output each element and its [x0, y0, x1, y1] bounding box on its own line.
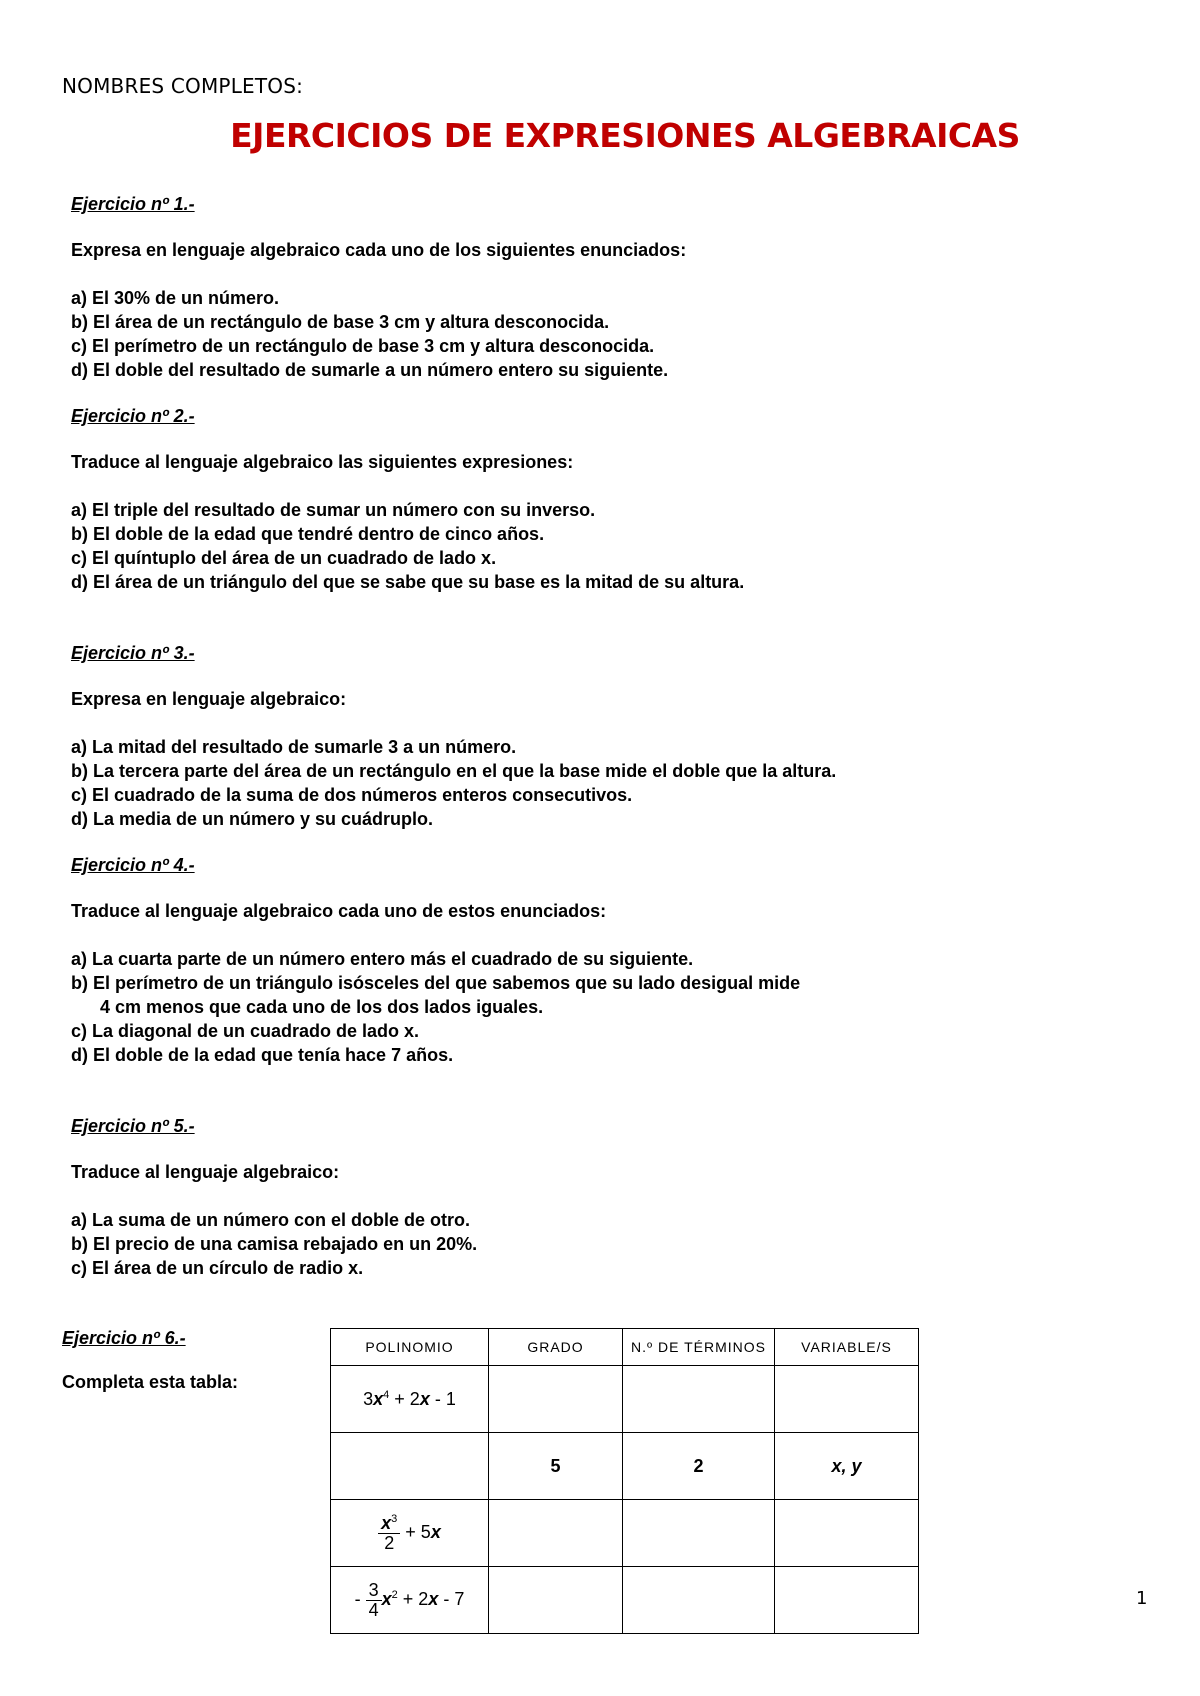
exercise-2-item-b: b) El doble de la edad que tendré dentro de cinco años. [71, 524, 545, 544]
terminos-cell: 2 [623, 1433, 775, 1500]
exercise-3-intro: Expresa en lenguaje algebraico: [71, 689, 347, 709]
header-terminos: N.º DE TÉRMINOS [623, 1329, 775, 1366]
polynomial-table [330, 1328, 919, 1634]
exercise-5-item-c: c) El área de un círculo de radio x. [71, 1258, 364, 1278]
terminos-cell[interactable] [623, 1500, 775, 1567]
variables-cell: x, y [775, 1433, 919, 1500]
exercise-1-heading: Ejercicio nº 1.- [71, 194, 195, 214]
terminos-cell[interactable] [623, 1567, 775, 1634]
page-title: EJERCICIOS DE EXPRESIONES ALGEBRAICAS [230, 116, 1020, 155]
variables-cell[interactable] [775, 1500, 919, 1567]
exercise-1-item-a: a) El 30% de un número. [71, 288, 280, 308]
exercise-5-item-a: a) La suma de un número con el doble de otro. [71, 1210, 471, 1230]
exercise-3-item-b: b) La tercera parte del área de un rectángulo en el que la base mide el doble que la altura. [71, 761, 837, 781]
exercise-2-item-c: c) El quíntuplo del área de un cuadrado de lado x. [71, 548, 497, 568]
exercise-3-item-c: c) El cuadrado de la suma de dos números enteros consecutivos. [71, 785, 633, 805]
variables-cell[interactable] [775, 1567, 919, 1634]
exercise-2-heading: Ejercicio nº 2.- [71, 406, 195, 426]
exercise-4-item-d: d) El doble de la edad que tenía hace 7 años. [71, 1045, 454, 1065]
exercise-1-item-b: b) El área de un rectángulo de base 3 cm y altura desconocida. [71, 312, 610, 332]
exercise-4-item-b-cont: 4 cm menos que cada uno de los dos lados iguales. [100, 997, 544, 1017]
header-grado: GRADO [489, 1329, 623, 1366]
terminos-cell[interactable] [623, 1366, 775, 1433]
grado-cell[interactable] [489, 1366, 623, 1433]
exercise-2-item-a: a) El triple del resultado de sumar un número con su inverso. [71, 500, 596, 520]
exercise-5-item-b: b) El precio de una camisa rebajado en un 20%. [71, 1234, 478, 1254]
exercise-4-item-b: b) El perímetro de un triángulo isósceles del que sabemos que su lado desigual mide [71, 973, 801, 993]
exercise-6-heading: Ejercicio nº 6.- [62, 1328, 186, 1348]
exercise-5-intro: Traduce al lenguaje algebraico: [71, 1162, 340, 1182]
exercise-3-item-a: a) La mitad del resultado de sumarle 3 a un número. [71, 737, 517, 757]
exercise-2-item-d: d) El área de un triángulo del que se sabe que su base es la mitad de su altura. [71, 572, 745, 592]
exercise-4-intro: Traduce al lenguaje algebraico cada uno de estos enunciados: [71, 901, 607, 921]
exercise-3-heading: Ejercicio nº 3.- [71, 643, 195, 663]
fraction: $\frac{3}{4}$ [366, 1581, 382, 1620]
exercise-4-item-c: c) La diagonal de un cuadrado de lado x. [71, 1021, 420, 1041]
variables-cell[interactable] [775, 1366, 919, 1433]
exercise-5-heading: Ejercicio nº 5.- [71, 1116, 195, 1136]
exercise-1-intro: Expresa en lenguaje algebraico cada uno de los siguientes enunciados: [71, 240, 687, 260]
polynomial-cell: $3x^4 + 2x - 1$ [331, 1366, 489, 1433]
exercise-4-item-a: a) La cuarta parte de un número entero más el cuadrado de su siguiente. [71, 949, 694, 969]
table-row [331, 1433, 919, 1500]
exercise-4-heading: Ejercicio nº 4.- [71, 855, 195, 875]
exercise-3-item-d: d) La media de un número y su cuádruplo. [71, 809, 434, 829]
polynomial-cell[interactable] [331, 1433, 489, 1500]
polynomial-cell: $\frac{x^3}{2}$ + 5x [331, 1500, 489, 1567]
header-variables: VARIABLE/S [775, 1329, 919, 1366]
names-field-label: NOMBRES COMPLETOS: [62, 74, 304, 98]
page-number: 1 [1136, 1588, 1148, 1609]
grado-cell: 5 [489, 1433, 623, 1500]
table-row [331, 1567, 919, 1634]
table-row [331, 1366, 919, 1433]
exercise-1-item-d: d) El doble del resultado de sumarle a un número entero su siguiente. [71, 360, 669, 380]
fraction: $\frac{x^3}{2}$ [378, 1514, 400, 1553]
grado-cell[interactable] [489, 1500, 623, 1567]
exercise-6-intro: Completa esta tabla: [62, 1372, 239, 1392]
table-row [331, 1500, 919, 1567]
polynomial-cell: - $\frac{3}{4}$ $x^2 + 2x - 7$ [331, 1567, 489, 1634]
exercise-1-item-c: c) El perímetro de un rectángulo de base 3 cm y altura desconocida. [71, 336, 655, 356]
exercise-2-intro: Traduce al lenguaje algebraico las siguientes expresiones: [71, 452, 574, 472]
grado-cell[interactable] [489, 1567, 623, 1634]
header-polinomio: POLINOMIO [331, 1329, 489, 1366]
table-header-row [331, 1329, 919, 1366]
